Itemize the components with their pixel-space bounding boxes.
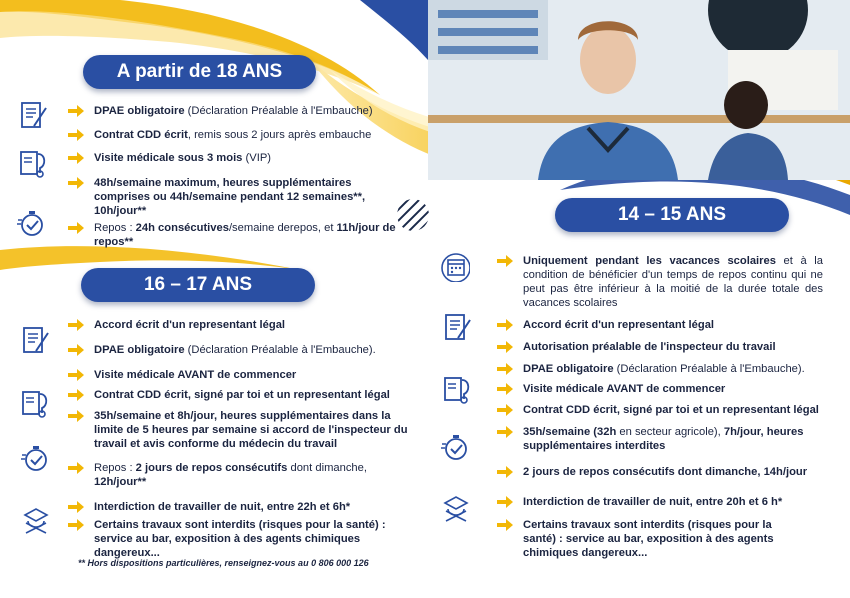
list-item: Visite médicale AVANT de commencer [497,382,827,396]
arrow-icon [497,319,513,331]
list-item: Contrat CDD écrit, remis sous 2 jours après embauche [68,128,398,142]
document-icon [442,312,472,342]
list-item: Contrat CDD écrit, signé par toi et un representant légal [497,403,842,417]
document-icon [18,100,48,130]
arrow-icon [68,369,84,381]
hero-photo [428,0,850,180]
list-item: Accord écrit d'un representant légal [68,318,408,332]
stethoscope-icon [442,374,472,404]
arrow-icon [68,319,84,331]
list-item: 48h/semaine maximum, heures supplémentaires comprises ou 44h/semaine pendant 12 semaines**, 10h/jour** [68,176,378,218]
arrow-icon [68,501,84,513]
arrow-icon [68,129,84,141]
arrow-icon [497,496,513,508]
arrow-icon [68,462,84,474]
protective-gear-icon [440,493,470,523]
arrow-icon [68,410,84,422]
list-item: Certains travaux sont interdits (risques pour la santé) : service au bar, exposition à des agents chimiques dangereux... [497,518,807,560]
arrow-icon [497,519,513,531]
list-item: 35h/semaine (32h en secteur agricole), 7h/jour, heures supplémentaires interdites [497,425,832,453]
list-item: Repos : 24h consécutives/semaine derepos, et 11h/jour de repos** [68,221,398,249]
stopwatch-icon [20,443,50,473]
list-item: Repos : 2 jours de repos consécutifs dont dimanche, 12h/jour** [68,461,408,489]
arrow-icon [68,344,84,356]
list-item: Certains travaux sont interdits (risques pour la santé) : service au bar, exposition à des agents chimiques dangereux... [68,518,413,560]
arrow-icon [497,341,513,353]
striped-circle-decoration [396,198,430,232]
arrow-icon [68,222,84,234]
arrow-icon [497,363,513,375]
list-item: Contrat CDD écrit, signé par toi et un representant légal [68,388,418,402]
protective-gear-icon [20,505,50,535]
list-item: Autorisation préalable de l'inspecteur du travail [497,340,827,354]
list-item: DPAE obligatoire (Déclaration Préalable à l'Embauche). [68,343,408,357]
stopwatch-icon [16,208,46,238]
arrow-icon [68,519,84,531]
title-18-plus: A partir de 18 ANS [83,55,316,89]
arrow-icon [68,105,84,117]
arrow-icon [497,255,513,267]
arrow-icon [68,177,84,189]
arrow-icon [497,383,513,395]
list-item: DPAE obligatoire (Déclaration Préalable à l'Embauche). [497,362,827,376]
list-item: Visite médicale sous 3 mois (VIP) [68,151,398,165]
arrow-icon [497,404,513,416]
list-item: 35h/semaine et 8h/jour, heures supplémentaires dans la limite de 5 heures par semaine si accord de l'inspecteur du travail et avis conforme du médecin du travail [68,409,413,451]
title-14-15: 14 – 15 ANS [555,198,789,232]
stethoscope-icon [18,148,48,178]
list-item: Uniquement pendant les vacances scolaires et à la condition de bénéficier d'un temps de repos continu qui ne peut pas être inférieur à la moitié de la durée totale des vacances scolaires [497,254,823,310]
title-16-17: 16 – 17 ANS [81,268,315,302]
list-item: 2 jours de repos consécutifs dont dimanche, 14h/jour [497,465,832,479]
arrow-icon [497,426,513,438]
list-item: DPAE obligatoire (Déclaration Préalable à l'Embauche) [68,104,398,118]
list-item: Accord écrit d'un representant légal [497,318,827,332]
list-item: Interdiction de travailler de nuit, entre 20h et 6 h* [497,495,832,509]
arrow-icon [68,389,84,401]
stethoscope-icon [20,388,50,418]
footnote: ** Hors dispositions particulières, renseignez-vous au 0 806 000 126 [78,558,369,568]
list-item: Visite médicale AVANT de commencer [68,368,408,382]
arrow-icon [497,466,513,478]
arrow-icon [68,152,84,164]
stopwatch-icon [440,432,470,462]
document-icon [20,325,50,355]
list-item: Interdiction de travailler de nuit, entre 22h et 6h* [68,500,408,514]
calendar-icon [440,252,470,282]
